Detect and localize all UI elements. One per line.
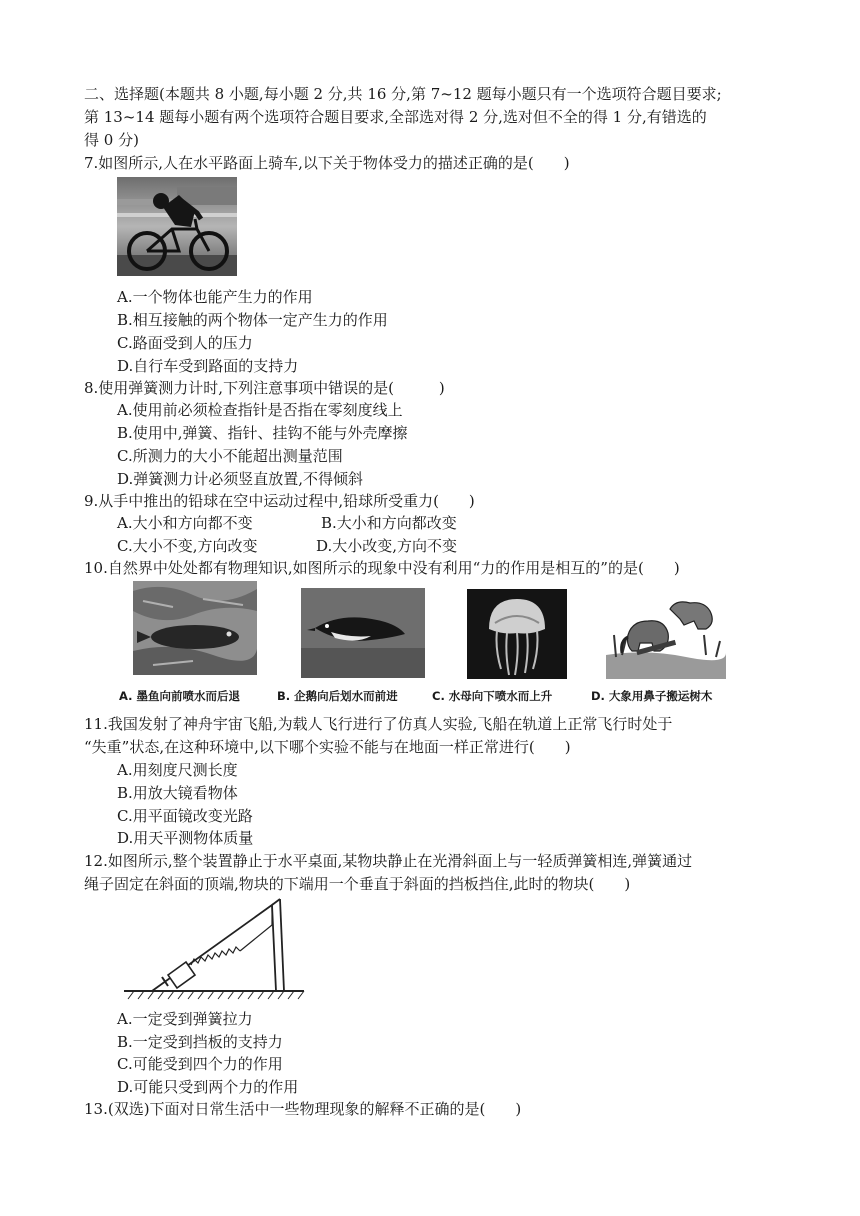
question-10-stem: 10.自然界中处处都有物理知识,如图所示的现象中没有利用“力的作用是相互的”的是( )	[84, 559, 680, 577]
question-12-option-d: D.可能只受到两个力的作用	[117, 1078, 299, 1096]
question-13-stem: 13.(双选)下面对日常生活中一些物理现象的解释不正确的是( )	[84, 1100, 522, 1118]
section-heading-line-2: 第 13~14 题每小题有两个选项符合题目要求,全部选对得 2 分,选对但不全的得 1 分,有错选的	[84, 108, 707, 126]
incline-spring-diagram	[122, 895, 308, 1000]
question-12-stem-line-1: 12.如图所示,整个装置静止于水平桌面,某物块静止在光滑斜面上与一轻质弹簧相连,弹簧通过	[84, 852, 693, 870]
question-7-option-d: D.自行车受到路面的支持力	[117, 357, 299, 375]
question-9-stem: 9.从手中推出的铅球在空中运动过程中,铅球所受重力( )	[84, 492, 475, 510]
question-12-option-a: A.一定受到弹簧拉力	[117, 1010, 253, 1028]
question-9-option-c: C.大小不变,方向改变	[117, 537, 258, 555]
question-9-option-d: D.大小改变,方向不变	[316, 537, 458, 555]
question-12-stem-line-2: 绳子固定在斜面的顶端,物块的下端用一个垂直于斜面的挡板挡住,此时的物块( )	[84, 875, 631, 893]
question-11-option-a: A.用刻度尺测长度	[117, 761, 238, 779]
question-8-option-b: B.使用中,弹簧、指针、挂钩不能与外壳摩擦	[117, 424, 408, 442]
figure-caption-a: A. 墨鱼向前喷水而后退	[119, 689, 240, 703]
question-9-option-b: B.大小和方向都改变	[321, 514, 457, 532]
question-8-option-d: D.弹簧测力计必须竖直放置,不得倾斜	[117, 470, 364, 488]
question-7-option-b: B.相互接触的两个物体一定产生力的作用	[117, 311, 388, 329]
question-8-option-c: C.所测力的大小不能超出测量范围	[117, 447, 343, 465]
question-11-stem-line-1: 11.我国发射了神舟宇宙飞船,为载人飞行进行了仿真人实验,飞船在轨道上正常飞行时处于	[84, 715, 673, 733]
question-7-option-a: A.一个物体也能产生力的作用	[117, 288, 313, 306]
question-11-option-d: D.用天平测物体质量	[117, 829, 254, 847]
question-12-option-b: B.一定受到挡板的支持力	[117, 1033, 283, 1051]
figure-caption-c: C. 水母向下喷水而上升	[432, 689, 553, 703]
question-8-option-a: A.使用前必须检查指针是否指在零刻度线上	[117, 401, 403, 419]
question-11-stem-line-2: “失重”状态,在这种环境中,以下哪个实验不能与在地面一样正常进行( )	[84, 738, 571, 756]
question-9-option-a: A.大小和方向都不变	[117, 514, 253, 532]
question-11-option-b: B.用放大镜看物体	[117, 784, 238, 802]
figure-caption-d: D. 大象用鼻子搬运树木	[591, 689, 713, 703]
cyclist-photo	[117, 177, 237, 276]
jellyfish-photo	[467, 589, 567, 679]
question-7-stem: 7.如图所示,人在水平路面上骑车,以下关于物体受力的描述正确的是( )	[84, 154, 570, 172]
cuttlefish-photo	[133, 581, 257, 675]
section-heading-line-1: 二、选择题(本题共 8 小题,每小题 2 分,共 16 分,第 7~12 题每小题只有一个选项符合题目要求;	[84, 85, 722, 103]
section-heading-line-3: 得 0 分)	[84, 131, 139, 149]
question-11-option-c: C.用平面镜改变光路	[117, 807, 253, 825]
figure-caption-b: B. 企鹅向后划水而前进	[277, 689, 398, 703]
question-12-option-c: C.可能受到四个力的作用	[117, 1055, 283, 1073]
elephant-drawing	[606, 595, 726, 679]
question-8-stem: 8.使用弹簧测力计时,下列注意事项中错误的是( )	[84, 379, 445, 397]
penguin-photo	[301, 588, 425, 678]
question-7-option-c: C.路面受到人的压力	[117, 334, 253, 352]
